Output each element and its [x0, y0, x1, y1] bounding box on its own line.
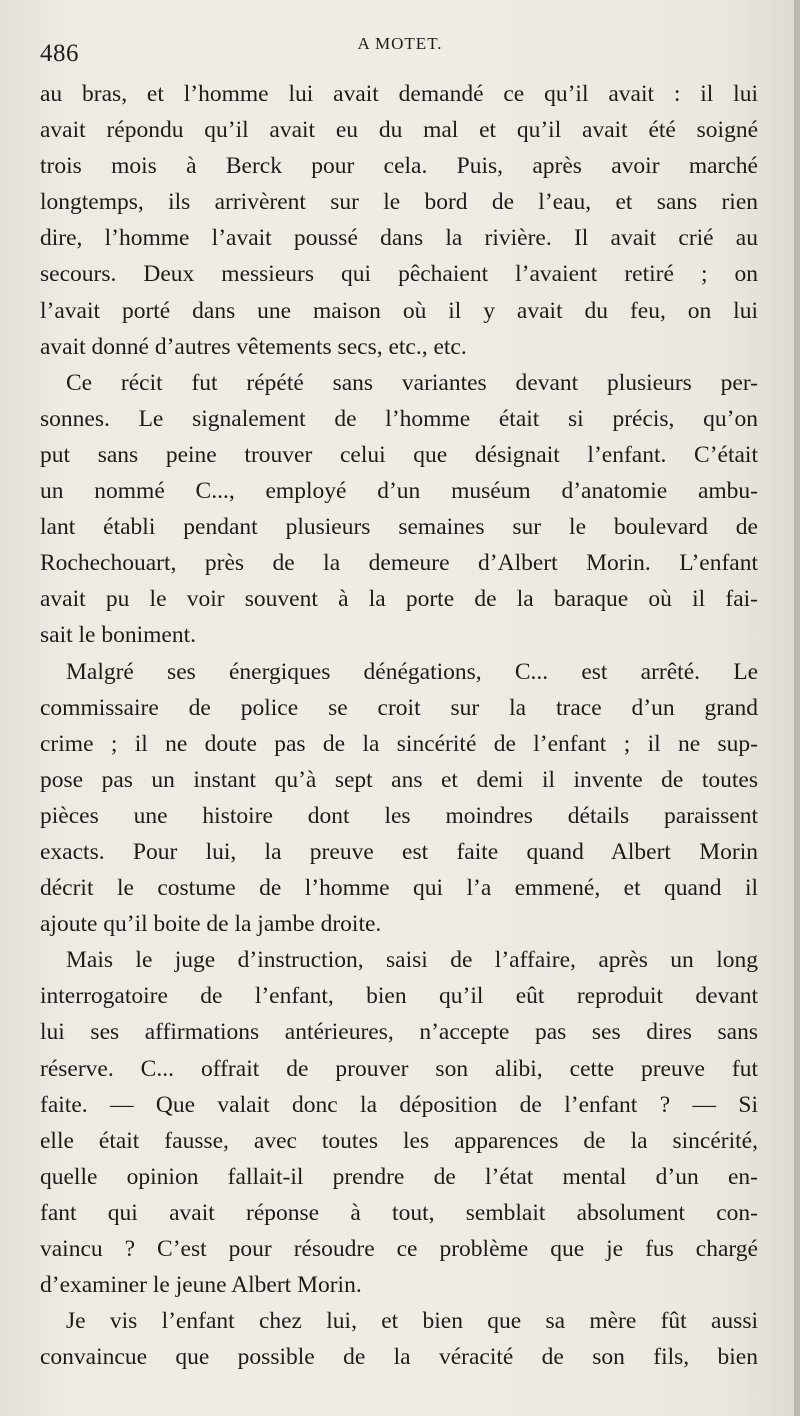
text-line: pose pas un instant qu’à sept ans et demi il invente de toutes: [40, 766, 758, 793]
text-line: faite. — Que valait donc la déposition de l’enfant ? — Si: [40, 1091, 758, 1118]
text-line: réserve. C... offrait de prouver son alibi, cette preuve fut: [40, 1055, 758, 1082]
text-line: put sans peine trouver celui que désignait l’enfant. C’était: [40, 441, 758, 468]
text-line: Rochechouart, près de la demeure d’Albert Morin. L’enfant: [40, 550, 758, 577]
text-line: avait répondu qu’il avait eu du mal et qu’il avait été soigné: [40, 117, 758, 144]
text-line: commissaire de police se croit sur la trace d’un grand: [40, 694, 758, 721]
text-line: fant qui avait réponse à tout, semblait absolument con-: [40, 1199, 758, 1226]
text-line: vaincu ? C’est pour résoudre ce problème que je fus chargé: [40, 1236, 758, 1262]
text-line: lant établi pendant plusieurs semaines sur le boulevard de: [40, 514, 758, 541]
text-line: quelle opinion fallait-il prendre de l’état mental d’un en-: [40, 1163, 758, 1190]
text-line: au bras, et l’homme lui avait demandé ce qu’il avait : il lui: [40, 81, 758, 107]
text-line: l’avait porté dans une maison où il y avait du feu, on lui: [40, 297, 758, 324]
text-line: pièces une histoire dont les moindres détails paraissent: [40, 802, 758, 829]
text-line: elle était fausse, avec toutes les apparences de la sincérité,: [40, 1127, 758, 1154]
text-line: Je vis l’enfant chez lui, et bien que sa mère fût aussi: [66, 1308, 758, 1335]
text-line: Mais le juge d’instruction, saisi de l’affaire, après un long: [66, 947, 758, 974]
text-line: d’examiner le jeune Albert Morin.: [40, 1272, 362, 1299]
text-line: longtemps, ils arrivèrent sur le bord de l’eau, et sans rien: [40, 189, 758, 216]
text-line: lui ses affirmations antérieures, n’accepte pas ses dires sans: [40, 1019, 758, 1046]
text-line: crime ; il ne doute pas de la sincérité de l’enfant ; il ne sup-: [40, 730, 758, 757]
body-text: [40, 76, 758, 1375]
page-number: 486: [40, 40, 79, 67]
text-line: sait le boniment.: [40, 622, 196, 649]
running-title: A MOTET.: [357, 34, 443, 53]
text-line: un nommé C..., employé d’un muséum d’anatomie ambu-: [40, 478, 758, 505]
text-line: dire, l’homme l’avait poussé dans la rivière. Il avait crié au: [40, 225, 758, 252]
text-line: Malgré ses énergiques dénégations, C... est arrêté. Le: [66, 658, 758, 685]
text-line: décrit le costume de l’homme qui l’a emmené, et quand il: [40, 875, 758, 902]
text-line: exacts. Pour lui, la preuve est faite quand Albert Morin: [40, 838, 758, 865]
text-line: avait donné d’autres vêtements secs, etc., etc.: [40, 333, 467, 360]
text-line: sonnes. Le signalement de l’homme était si précis, qu’on: [40, 405, 758, 432]
text-line: convaincue que possible de la véracité de son fils, bien: [40, 1344, 758, 1371]
text-line: Ce récit fut répété sans variantes devant plusieurs per-: [66, 369, 758, 396]
text-line: interrogatoire de l’enfant, bien qu’il eût reproduit devant: [40, 983, 758, 1010]
text-line: avait pu le voir souvent à la porte de la baraque où il fai-: [40, 586, 758, 613]
page-edge: [794, 0, 800, 1416]
text-line: secours. Deux messieurs qui pêchaient l’avaient retiré ; on: [40, 261, 758, 288]
text-line: trois mois à Berck pour cela. Puis, après avoir marché: [40, 153, 758, 180]
text-line: ajoute qu’il boite de la jambe droite.: [40, 911, 382, 938]
